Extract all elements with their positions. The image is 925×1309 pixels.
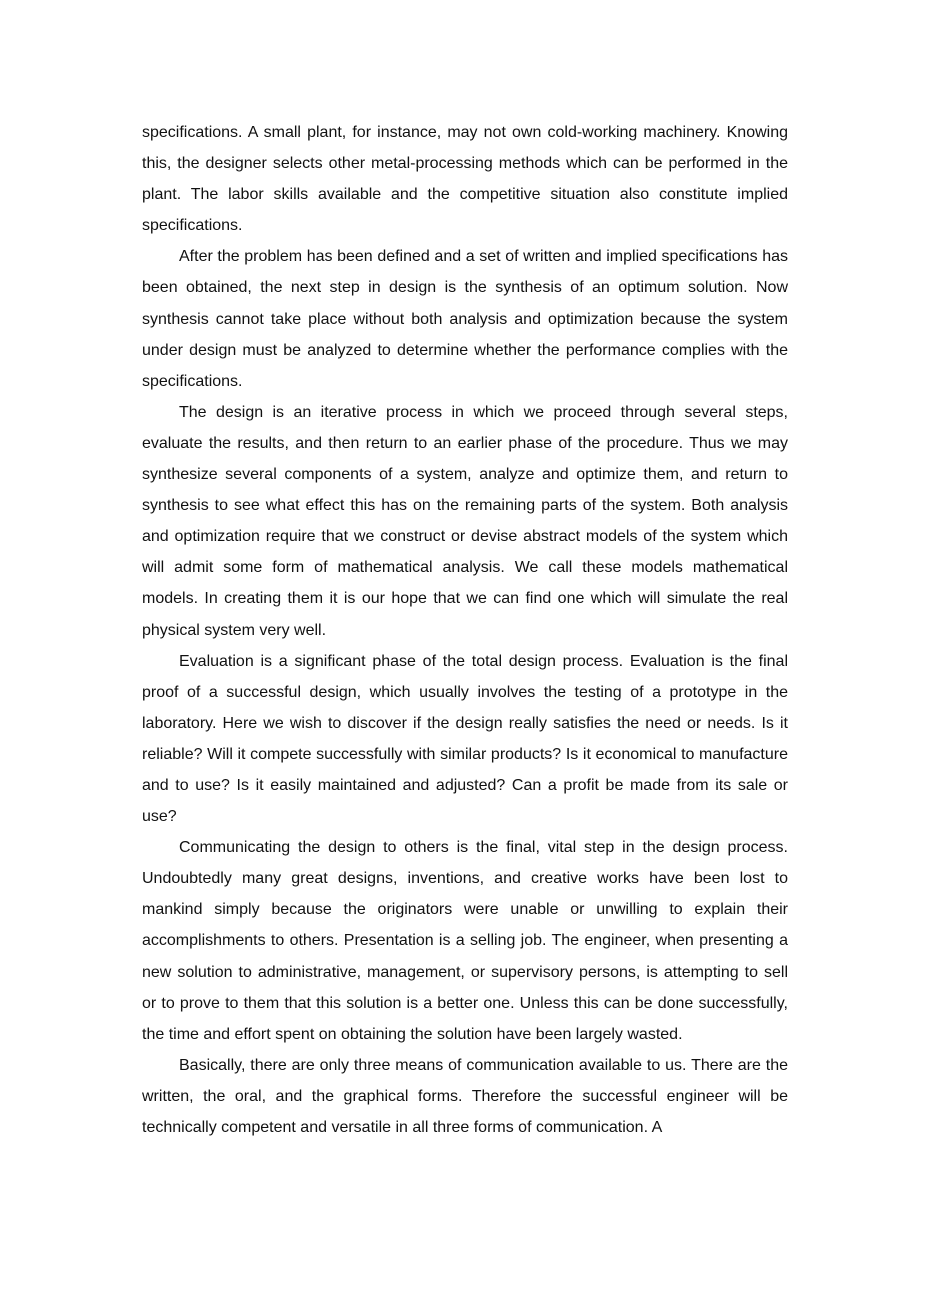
paragraph-iterative-process: The design is an iterative process in which we proceed through several steps, evaluate the results, and then return to an earlier phase of the procedure. Thus we may synthesize several components of a system, analyze and optimize them, and return to synthesis to see what effect this has on the remaining parts of the system. Both analysis and optimization require that we construct or devise abstract models of the system which will admit some form of mathematical analysis. We call these models mathematical models. In creating them it is our hope that we can find one which will simulate the real physical system very well. xyxy=(142,403,788,639)
paragraph-means-of-communication: Basically, there are only three means of communication available to us. There are the written, the oral, and the graphical forms. Therefore the successful engineer will be technically competent and versatile in all three forms of communication. A xyxy=(142,1056,788,1136)
paragraph-continuation: specifications. A small plant, for instance, may not own cold-working machinery. Knowing this, the designer selects other metal-processing methods which can be performed in the plant. The labor skills available and the competitive situation also constitute implied specifications. xyxy=(142,124,788,235)
paragraph-communicating: Communicating the design to others is the final, vital step in the design process. Undoubtedly many great designs, inventions, and creative works have been lost to mankind simply because the originators were unable or unwilling to explain their accomplishments to others. Presentation is a selling job. The engineer, when presenting a new solution to administrative, management, or supervisory persons, is attempting to sell or to prove to them that this solution is a better one. Unless this can be done successfully, the time and effort spent on obtaining the solution have been largely wasted. xyxy=(142,839,788,1043)
paragraph-evaluation: Evaluation is a significant phase of the total design process. Evaluation is the final proof of a successful design, which usually involves the testing of a prototype in the laboratory. Here we wish to discover if the design really satisfies the need or needs. Is it reliable? Will it compete successfully with similar products? Is it economical to manufacture and to use? Is it easily maintained and adjusted? Can a profit be made from its sale or use? xyxy=(142,652,788,826)
body-text xyxy=(142,117,788,1143)
paragraph-synthesis: After the problem has been defined and a set of written and implied specifications has been obtained, the next step in design is the synthesis of an optimum solution. Now synthesis cannot take place without both analysis and optimization because the system under design must be analyzed to determine whether the performance complies with the specifications. xyxy=(142,248,788,390)
